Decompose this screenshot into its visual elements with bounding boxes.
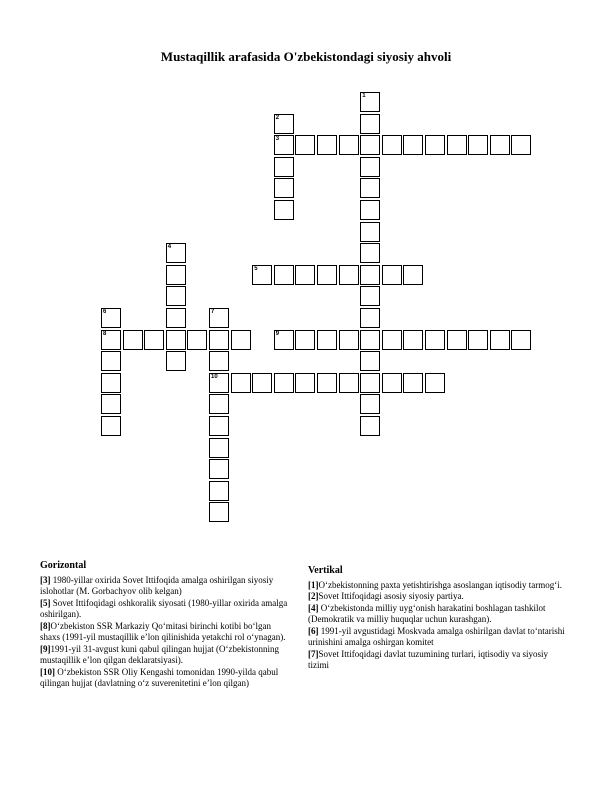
clue-item <box>40 575 290 598</box>
crossword-cell[interactable] <box>403 330 423 350</box>
crossword-cell[interactable] <box>339 330 359 350</box>
crossword-cell[interactable] <box>360 200 380 220</box>
clue-text: O‘zbekistonda milliy uyg‘onish harakatini boshlagan tashkilot (Demokratik va milliy huquqlar uchun kurashgan). <box>308 602 546 624</box>
crossword-cell[interactable] <box>166 308 186 328</box>
clue-text: Sovet Ittifoqidagi davlat tuzumining turlari, iqtisodiy va siyosiy tizimi <box>308 648 548 670</box>
page-title: Mustaqillik arafasida O'zbekistondagi siyosiy ahvoli <box>160 49 452 64</box>
clue-item <box>308 580 570 592</box>
crossword-cell[interactable] <box>382 330 402 350</box>
clue-text: 1991-yil avgustidagi Moskvada amalga oshirilgan davlat to‘ntarishi urinishini amalga oshirgan komitet <box>308 625 565 647</box>
clue-number: [7] <box>308 648 319 659</box>
crossword-cell[interactable] <box>360 135 380 155</box>
crossword-cell[interactable] <box>274 114 294 134</box>
crossword-cell[interactable] <box>339 265 359 285</box>
clue-number: [4] <box>308 602 319 613</box>
crossword-cell[interactable] <box>317 330 337 350</box>
clue-item <box>40 598 290 621</box>
crossword-cell[interactable] <box>144 330 164 350</box>
crossword-cell[interactable] <box>209 330 229 350</box>
crossword-cell[interactable] <box>360 157 380 177</box>
crossword-cell[interactable] <box>295 373 315 393</box>
cell-number: 3 <box>275 136 280 143</box>
crossword-cell[interactable] <box>490 330 510 350</box>
crossword-cell[interactable] <box>231 373 251 393</box>
crossword-cell[interactable] <box>425 330 445 350</box>
crossword-cell[interactable] <box>101 308 121 328</box>
crossword-cell[interactable] <box>360 265 380 285</box>
crossword-cell[interactable] <box>252 373 272 393</box>
clue-text: Sovet Ittifoqidagi asosiy siyosiy partiya. <box>318 591 464 601</box>
crossword-cell[interactable] <box>101 416 121 436</box>
crossword-cell[interactable] <box>101 330 121 350</box>
clue-number: [5] <box>40 597 51 608</box>
crossword-cell[interactable] <box>382 265 402 285</box>
clue-text: 1980-yillar oxirida Sovet Ittifoqida amalga oshirilgan siyosiy islohotlar (M. Gorbachyov olib kelgan) <box>40 574 274 596</box>
crossword-cell[interactable] <box>274 330 294 350</box>
crossword-cell[interactable] <box>252 265 272 285</box>
crossword-cell[interactable] <box>468 135 488 155</box>
crossword-cell[interactable] <box>101 373 121 393</box>
cell-number: 1 <box>362 93 366 99</box>
crossword-cell[interactable] <box>317 373 337 393</box>
cell-number: 5 <box>254 265 258 272</box>
across-heading: Gorizontal <box>40 560 87 571</box>
cell-number: 9 <box>275 330 280 337</box>
crossword-cell[interactable] <box>295 135 315 155</box>
crossword-cell[interactable] <box>209 351 229 371</box>
crossword-cell[interactable] <box>187 330 207 350</box>
crossword-cell[interactable] <box>447 330 467 350</box>
crossword-cell[interactable] <box>274 135 294 155</box>
clue-text: O‘zbekiston SSR Markaziy Qo‘mitasi birinchi kotibi bo‘lgan shaxs (1991-yil mustaqillik e’lon qilinishida yetakchi rol o‘ynagan). <box>40 620 286 642</box>
crossword-cell[interactable] <box>360 286 380 306</box>
crossword-cell[interactable] <box>274 265 294 285</box>
clue-number: [6] <box>308 625 319 636</box>
crossword-cell[interactable] <box>360 178 380 198</box>
crossword-cell[interactable] <box>360 373 380 393</box>
cell-number: 4 <box>167 244 172 251</box>
crossword-cell[interactable] <box>360 92 380 112</box>
down-clues <box>308 565 570 672</box>
cell-number: 6 <box>103 309 107 315</box>
crossword-cell[interactable] <box>209 394 229 414</box>
crossword-cell[interactable] <box>166 265 186 285</box>
down-heading: Vertikal <box>308 565 343 576</box>
crossword-cell[interactable] <box>295 330 315 350</box>
crossword-cell[interactable] <box>360 330 380 350</box>
crossword-cell[interactable] <box>382 373 402 393</box>
crossword-cell[interactable] <box>317 265 337 285</box>
crossword-cell[interactable] <box>166 330 186 350</box>
crossword-cell[interactable] <box>209 373 229 393</box>
clue-item <box>40 644 290 667</box>
crossword-cell[interactable] <box>166 286 186 306</box>
crossword-cell[interactable] <box>101 351 121 371</box>
clue-number: [3] <box>40 574 51 585</box>
crossword-cell[interactable] <box>209 308 229 328</box>
crossword-cell[interactable] <box>101 394 121 414</box>
clue-item <box>40 621 290 644</box>
clue-number: [8] <box>40 620 51 631</box>
crossword-cell[interactable] <box>511 330 531 350</box>
crossword-cell[interactable] <box>403 265 423 285</box>
crossword-cell[interactable] <box>425 135 445 155</box>
crossword-cell[interactable] <box>425 373 445 393</box>
clue-number: [10] <box>40 666 55 677</box>
crossword-cell[interactable] <box>511 135 531 155</box>
crossword-cell[interactable] <box>317 135 337 155</box>
clue-text: Sovet Ittifoqidagi oshkoralik siyosati (1980-yillar oxirida amalga oshirilgan). <box>40 597 288 619</box>
clue-item <box>40 667 290 690</box>
crossword-cell[interactable] <box>360 394 380 414</box>
crossword-cell[interactable] <box>274 157 294 177</box>
clue-number: [1] <box>308 579 319 590</box>
crossword-cell[interactable] <box>274 178 294 198</box>
crossword-cell[interactable] <box>209 481 229 501</box>
clue-number: [2] <box>308 591 319 601</box>
clue-item <box>308 603 570 626</box>
crossword-cell[interactable] <box>166 243 186 263</box>
crossword-cell[interactable] <box>360 222 380 242</box>
crossword-cell[interactable] <box>209 438 229 458</box>
clue-text: 1991-yil 31-avgust kuni qabul qilingan hujjat (O‘zbekistonning mustaqillik e’lon qilgan deklaratsiyasi). <box>40 643 279 665</box>
crossword-cell[interactable] <box>123 330 143 350</box>
cell-number: 8 <box>103 330 107 337</box>
crossword-cell[interactable] <box>360 416 380 436</box>
across-clues <box>40 560 290 690</box>
crossword-cell[interactable] <box>209 502 229 522</box>
crossword-cell[interactable] <box>468 330 488 350</box>
crossword-cell[interactable] <box>360 114 380 134</box>
crossword-cell[interactable] <box>274 373 294 393</box>
crossword-cell[interactable] <box>382 135 402 155</box>
clue-item <box>308 649 570 672</box>
crossword-cell[interactable] <box>360 308 380 328</box>
crossword-cell[interactable] <box>231 330 251 350</box>
clue-item <box>308 626 570 649</box>
crossword-cell[interactable] <box>209 416 229 436</box>
clue-item <box>308 591 570 603</box>
crossword-cell[interactable] <box>490 135 510 155</box>
crossword-cell[interactable] <box>447 135 467 155</box>
crossword-cell[interactable] <box>209 459 229 479</box>
cell-number: 7 <box>211 309 215 315</box>
crossword-cell[interactable] <box>339 135 359 155</box>
crossword-cell[interactable] <box>295 265 315 285</box>
cell-number: 10 <box>211 373 218 380</box>
crossword-cell[interactable] <box>339 373 359 393</box>
crossword-cell[interactable] <box>274 200 294 220</box>
crossword-cell[interactable] <box>166 351 186 371</box>
crossword-cell[interactable] <box>360 351 380 371</box>
cell-number: 2 <box>275 114 280 121</box>
clue-text: O‘zbekistonning paxta yetishtirishga asoslangan iqtisodiy tarmog‘i. <box>318 579 562 590</box>
clue-number: [9] <box>40 643 51 654</box>
crossword-cell[interactable] <box>360 243 380 263</box>
crossword-cell[interactable] <box>403 135 423 155</box>
clue-text: O‘zbekiston SSR Oliy Kengashi tomonidan 1990-yilda qabul qilingan hujjat (davlatning o‘z suverenitetini e’lon qilgan) <box>40 666 279 688</box>
crossword-cell[interactable] <box>403 373 423 393</box>
